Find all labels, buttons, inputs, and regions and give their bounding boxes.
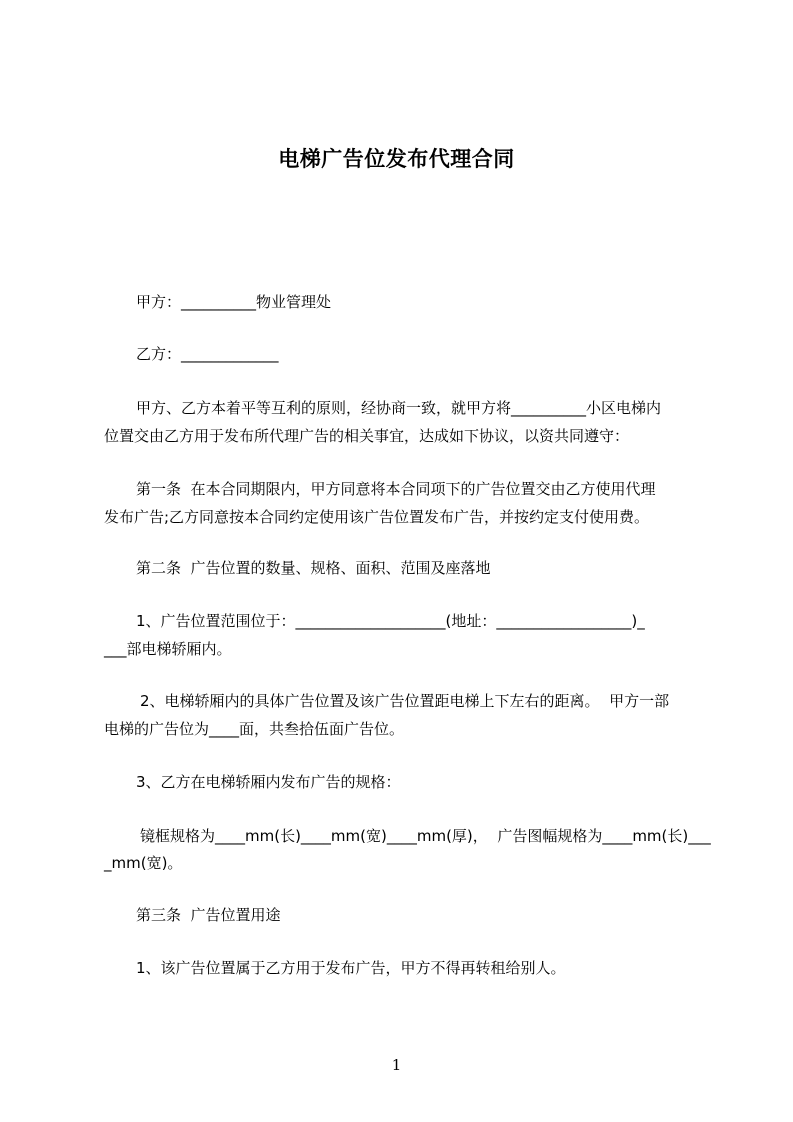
preamble-line-1: 甲方、乙方本着平等互利的原则，经协商一致，就甲方将__________小区电梯内 (136, 399, 662, 417)
article-1-line-1: 第一条 在本合同期限内，甲方同意将本合同项下的广告位置交由乙方使用代理 (136, 480, 656, 498)
clause-2-3-line: 3、乙方在电梯轿厢内发布广告的规格： (136, 773, 401, 791)
clause-2-2-line-2: 电梯的广告位为____面，共叁拾伍面广告位。 (104, 720, 405, 738)
clause-2-1-line-2: ___部电梯轿厢内。 (104, 640, 232, 658)
party-b-line: 乙方：_____________ (136, 345, 279, 363)
article-2-heading: 第二条 广告位置的数量、规格、面积、范围及座落地 (136, 559, 491, 577)
page-number: 1 (391, 1056, 402, 1074)
spec-line-1: 镜框规格为____mm(长)____mm(宽)____mm(厚)， 广告图幅规格为____mm(长)___ (140, 827, 711, 845)
clause-2-1-line-1: 1、广告位置范围位于：____________________(地址：__________________)_ (136, 612, 645, 630)
article-1-line-2: 发布广告;乙方同意按本合同约定使用该广告位置发布广告，并按约定支付使用费。 (104, 508, 650, 526)
article-3-heading: 第三条 广告位置用途 (136, 906, 281, 924)
contract-title: 电梯广告位发布代理合同 (278, 147, 515, 171)
preamble-line-2: 位置交由乙方用于发布所代理广告的相关事宜，达成如下协议，以资共同遵守： (104, 427, 630, 445)
party-a-line: 甲方：__________物业管理处 (136, 293, 332, 311)
clause-3-1-line: 1、该广告位置属于乙方用于发布广告，甲方不得再转租给别人。 (136, 959, 566, 977)
spec-line-2: _mm(宽)。 (104, 854, 183, 872)
clause-2-2-line-1: 2、电梯轿厢内的具体广告位置及该广告位置距电梯上下左右的距离。 甲方一部 (140, 692, 670, 710)
